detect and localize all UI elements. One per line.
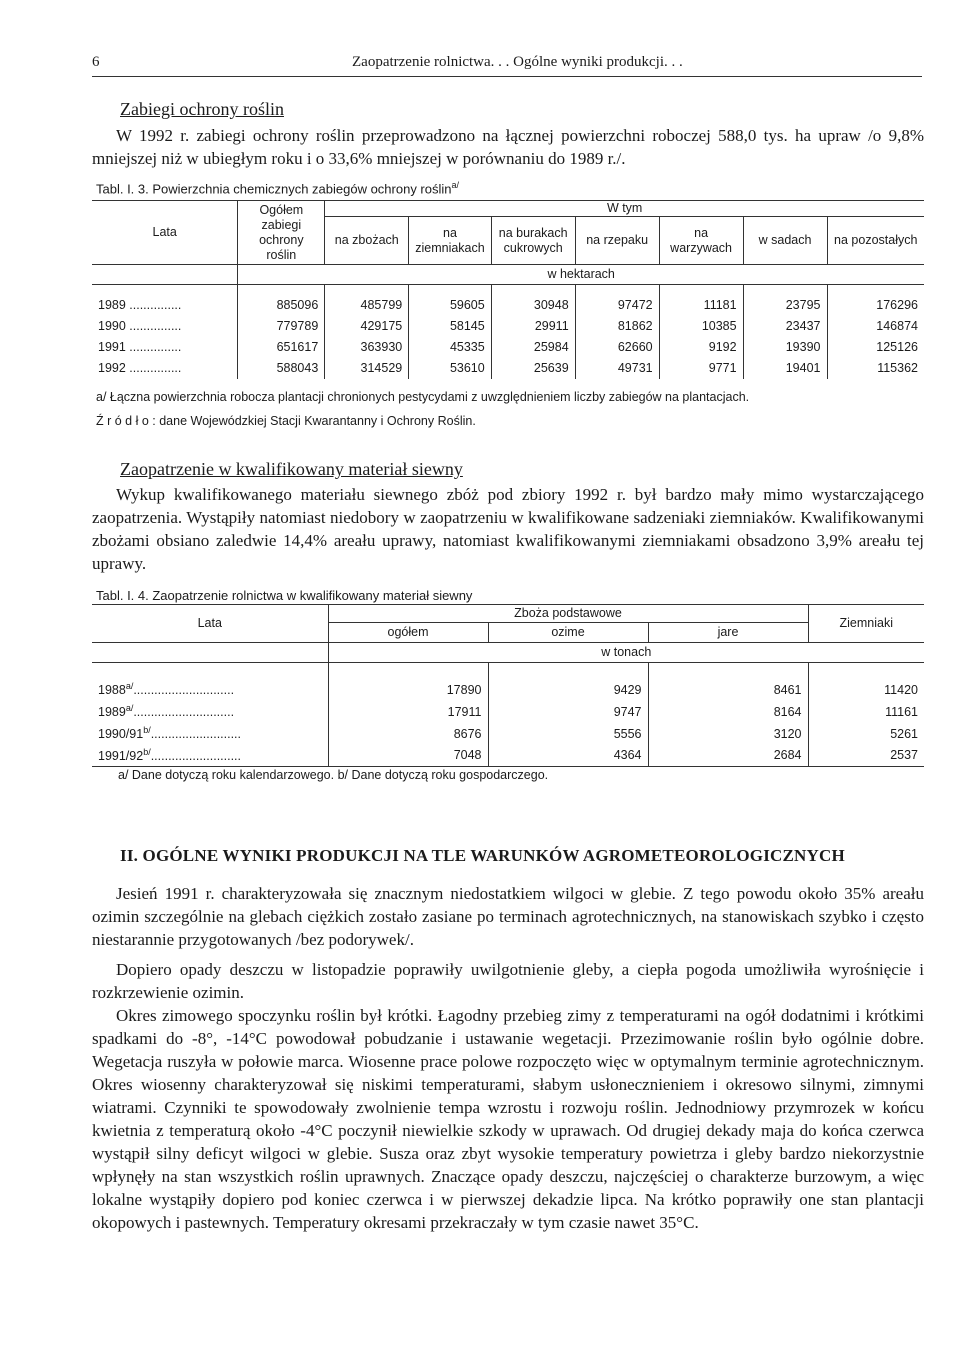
table1-cell: 25984 (491, 337, 575, 358)
table1-cell: 23795 (743, 295, 827, 316)
table1-cell: 779789 (238, 316, 325, 337)
table1-unit: w hektarach (238, 265, 924, 285)
table-row (92, 745, 924, 767)
table2-cell: 17911 (328, 701, 488, 723)
table2-unit: w tonach (328, 643, 924, 663)
table1-header-wtym: W tym (325, 201, 924, 217)
table1-cell: 146874 (827, 316, 924, 337)
winter-spring-paragraph: Okres zimowego spoczynku roślin był krótki. Łagodny przebieg zimy z temperaturami na ogół dodatnimi i krótkimi spadkami do -8°, -14°C powodował pobudzanie i ustawanie wegetacji. Przezimowanie roślin było ogólnie dobre. Wegetacja ruszyła w połowie marca. Wiosenne prace polowe rozpoczęto więc w optymalnym terminie agrotechnicznym. Okres wiosenny charakteryzował się niskimi temperaturami, słabym usłonecznieniem i okresowo silnymi, zimnymi wiatrami. Czynniki te spowodowały zwolnienie tempa wzrostu i rozwoju roślin. Jednodniowy przymrozek w końcu kwietnia z temperaturą około -4°C poczynił niewielkie szkody w uprawach. Od drugiej dekady maja do końca czerwca wystąpił silny deficyt wilgoci w glebie. Susza oraz zbyt wysokie temperatury powietrza i gleby bardzo niekorzystnie wpłynęły na stan wszystkich roślin uprawnych. Znaczące opady deszczu, najczęściej o charakterze burzowym, a więc lokalne wystąpiły dopiero pod koniec czerwca i w pierwszej dekadzie lipca. Na krótko poprawiły one stan plantacji okopowych i pastewnych. Temperatury okresami przekraczały w tym czasie nawet 35°C. (92, 1006, 924, 1232)
table1-cell: 11181 (659, 295, 743, 316)
table2-cell: 11161 (808, 701, 924, 723)
seed-material-paragraph: Wykup kwalifikowanego materiału siewnego zbóż pod zbiory 1992 r. był bardzo mały mimo wystarczającego zaopatrzenia. Wystąpiły natomiast niedobory w zaopatrzeniu w kwalifikowane sadzeniaki ziemniaków. Kwalifikowanymi zbożami obsiano zaledwie 14,4% areału uprawy, natomiast kwalifikowanymi ziemniakami obsadzono 3,9% areału tej uprawy. (92, 485, 924, 573)
table1-header-col: na rzepaku (575, 217, 659, 265)
plant-protection-paragraph: W 1992 r. zabiegi ochrony roślin przeprowadzono na łącznej powierzchni roboczej 588,0 tys. ha upraw /o 9,8% mniejszej niż w ubiegłym roku i o 33,6% mniejszej w porównaniu do 1989 r./. (92, 126, 924, 168)
table2-cell: 11420 (808, 679, 924, 701)
section-heading-seed-material: Zaopatrzenie w kwalifikowany materiał siewny (120, 459, 463, 479)
table1-cell: 9771 (659, 358, 743, 379)
table1-cell: 588043 (238, 358, 325, 379)
section-heading-plant-protection: Zabiegi ochrony roślin (120, 99, 284, 119)
table1-caption (96, 180, 459, 196)
table2-header-zboza: Zboża podstawowe (328, 605, 808, 623)
table1-year: 1989 ............... (98, 298, 182, 312)
table2-header-ogolem: ogółem (328, 623, 488, 643)
table1-caption-text: Tabl. I. 3. Powierzchnia chemicznych zabiegów ochrony roślin (96, 181, 452, 197)
table1-cell: 19401 (743, 358, 827, 379)
table1-header-col: na burakach cukrowych (491, 217, 575, 265)
table1-cell: 49731 (575, 358, 659, 379)
table-seed-material (92, 604, 924, 767)
table1-year: 1991 ............... (98, 340, 182, 354)
chapter-title: II. OGÓLNE WYNIKI PRODUKCJI NA TLE WARUNKÓW AGROMETEOROLOGICZNYCH (120, 846, 845, 865)
table2-cell: 9747 (488, 701, 648, 723)
table-plant-protection (92, 200, 924, 379)
table1-cell: 45335 (409, 337, 491, 358)
table2-cell: 3120 (648, 723, 808, 745)
table1-header-ogolem: Ogółem zabiegi ochrony roślin (238, 201, 325, 265)
table-row (92, 701, 924, 723)
table1-header-col: na warzywach (659, 217, 743, 265)
table1-footnote: a/ Łączna powierzchnia robocza plantacji chronionych pestycydami z uwzględnieniem liczby zabiegów na plantacjach. (96, 390, 750, 404)
page-header (92, 54, 922, 77)
table1-cell: 363930 (325, 337, 409, 358)
table2-year: $1991/92^{b/}$.......................... (92, 745, 328, 767)
table1-cell: 485799 (325, 295, 409, 316)
table1-cell: 23437 (743, 316, 827, 337)
table2-cell: 5556 (488, 723, 648, 745)
table-row (92, 679, 924, 701)
autumn-paragraph: Jesień 1991 r. charakteryzowała się znacznym niedostatkiem wilgoci w glebie. Z tego powodu około 35% areału ozimin szczególnie na glebach ciężkich zostało zasiane po terminach agrotechnicznych, na stanowiskach szybko i często niestarannie przygotowanych /bez podorywek/. (92, 884, 924, 949)
table1-cell: 176296 (827, 295, 924, 316)
table2-cell: 4364 (488, 745, 648, 767)
table1-cell: 115362 (827, 358, 924, 379)
table1-year: 1992 ............... (98, 361, 182, 375)
table-row (92, 723, 924, 745)
table2-cell: 17890 (328, 679, 488, 701)
table1-cell: 53610 (409, 358, 491, 379)
table1-source: Ź r ó d ł o : dane Wojewódzkiej Stacji Kwarantanny i Ochrony Roślin. (96, 414, 476, 428)
table1-header-col: na ziemniakach (409, 217, 491, 265)
page-number: 6 (92, 54, 100, 70)
table1-year: 1990 ............... (98, 319, 182, 333)
table1-cell: 885096 (238, 295, 325, 316)
table1-cell: 81862 (575, 316, 659, 337)
table1-header-lata: Lata (92, 201, 238, 265)
table-row (92, 358, 924, 379)
table1-cell: 59605 (409, 295, 491, 316)
table1-header-col: na pozostałych (827, 217, 924, 265)
table2-header-ziemniaki: Ziemniaki (808, 605, 924, 643)
table2-cell: 2684 (648, 745, 808, 767)
table1-cell: 9192 (659, 337, 743, 358)
table1-cell: 19390 (743, 337, 827, 358)
table-row (92, 337, 924, 358)
table1-header-col: na zbożach (325, 217, 409, 265)
table1-cell: 25639 (491, 358, 575, 379)
rain-paragraph: Dopiero opady deszczu w listopadzie poprawiły uwilgotnienie gleby, a ciepła pogoda umożliwiła wyrośnięcie i rozkrzewienie ozimin. (92, 960, 924, 1002)
table1-cell: 58145 (409, 316, 491, 337)
table2-header-ozime: ozime (488, 623, 648, 643)
table1-cell: 10385 (659, 316, 743, 337)
table1-header-col: w sadach (743, 217, 827, 265)
table2-cell: 8164 (648, 701, 808, 723)
table1-cell: 30948 (491, 295, 575, 316)
table2-cell: 5261 (808, 723, 924, 745)
table1-cell: 29911 (491, 316, 575, 337)
table2-cell: 9429 (488, 679, 648, 701)
table1-caption-sup: a/ (451, 180, 460, 190)
table2-header-lata: Lata (92, 605, 328, 643)
table2-cell: 7048 (328, 745, 488, 767)
running-title: Zaopatrzenie rolnictwa. . . Ogólne wyniki produkcji. . . (352, 54, 683, 70)
table2-year: $1990/91^{b/}$.......................... (98, 725, 241, 742)
table2-year: $1988^{a/}$............................. (98, 681, 235, 698)
table2-header-jare: jare (648, 623, 808, 643)
table1-cell: 314529 (325, 358, 409, 379)
table-row (92, 316, 924, 337)
table2-cell: 2537 (808, 745, 924, 767)
table1-cell: 125126 (827, 337, 924, 358)
table2-cell: 8676 (328, 723, 488, 745)
table2-cell: 8461 (648, 679, 808, 701)
table2-caption: Tabl. I. 4. Zaopatrzenie rolnictwa w kwalifikowany materiał siewny (96, 588, 473, 603)
table1-cell: 429175 (325, 316, 409, 337)
table2-footnote: a/ Dane dotyczą roku kalendarzowego. b/ Dane dotyczą roku gospodarczego. (118, 768, 549, 782)
table2-year: $1989^{a/}$............................. (98, 703, 235, 720)
table1-cell: 62660 (575, 337, 659, 358)
table1-cell: 97472 (575, 295, 659, 316)
table1-cell: 651617 (238, 337, 325, 358)
table-row (92, 295, 924, 316)
